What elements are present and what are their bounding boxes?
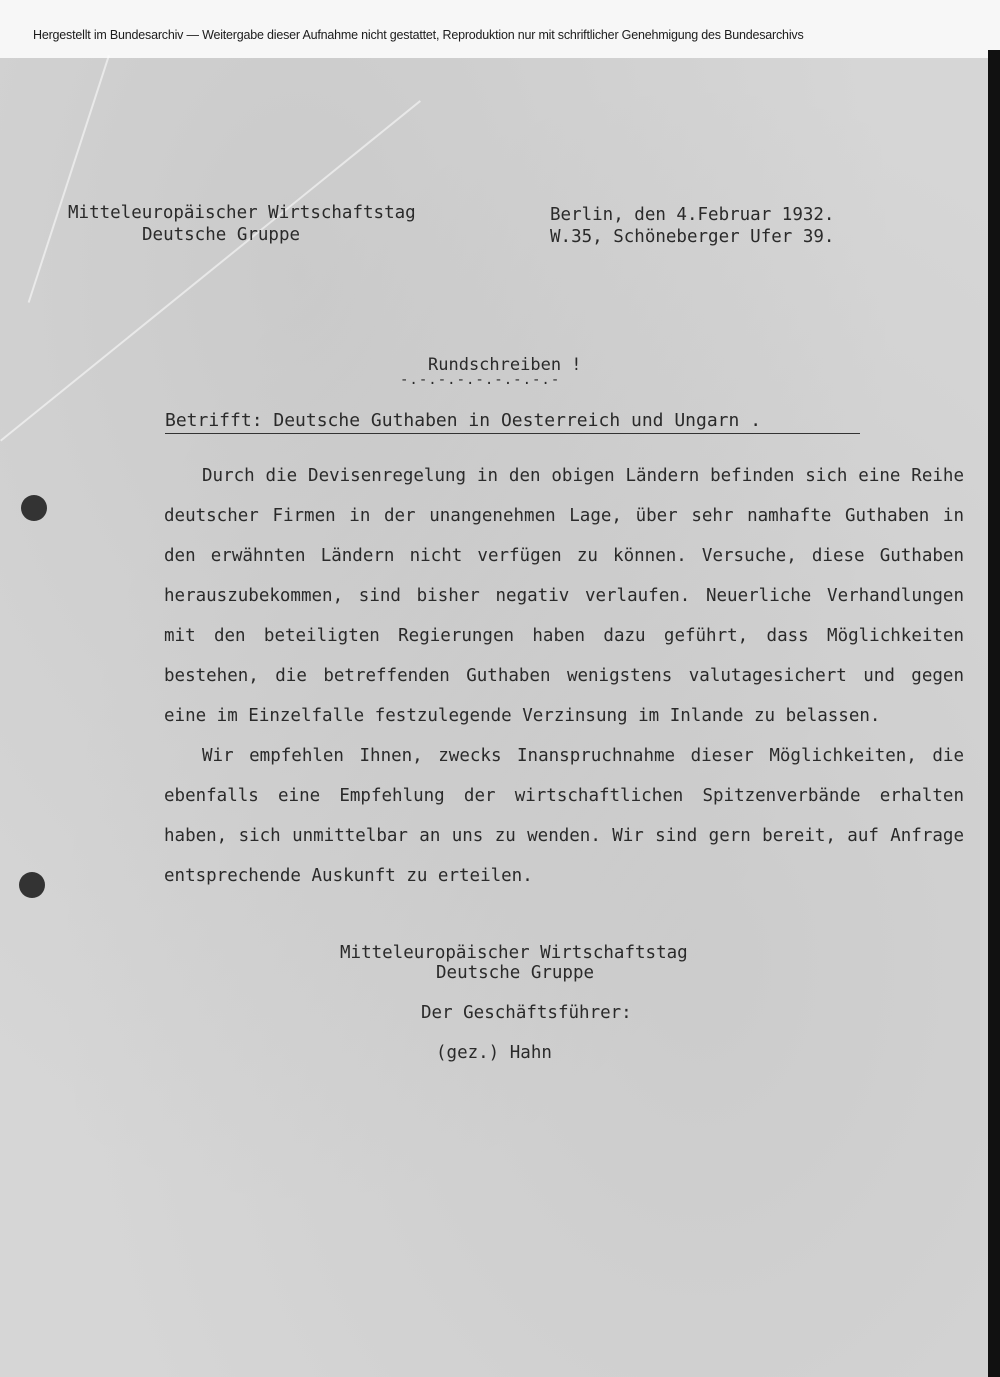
closing-org-name: Mitteleuropäischer Wirtschaftstag	[340, 943, 688, 963]
place-date-block	[550, 204, 834, 248]
address-line: W.35, Schöneberger Ufer 39.	[550, 227, 835, 247]
fold-line	[28, 55, 110, 303]
sender-block	[68, 202, 416, 246]
subject-line: Betrifft: Deutsche Guthaben in Oesterreich und Ungarn .	[165, 410, 860, 434]
punch-hole	[19, 872, 45, 898]
body-text	[164, 456, 964, 896]
archive-notice: Hergestellt im Bundesarchiv — Weitergabe dieser Aufnahme nicht gestattet, Reproduktion nur mit schriftlicher Genehmigung des Bundesarchivs	[33, 28, 804, 42]
closing-role: Der Geschäftsführer:	[421, 1003, 632, 1023]
signature: (gez.) Hahn	[436, 1043, 552, 1063]
punch-hole	[21, 495, 47, 521]
sender-name: Mitteleuropäischer Wirtschaftstag	[68, 203, 416, 223]
title-rule: -.-.-.-.-.-.-.-.-	[400, 372, 561, 388]
fold-line	[0, 100, 421, 441]
scan-edge	[988, 50, 1000, 1377]
paragraph: Durch die Devisenregelung in den obigen Ländern befinden sich eine Reihe deutscher Firmen in der unangenehmen Lage, über sehr namhafte Guthaben in den erwähnten Ländern nicht verfügen zu können. Versuche, diese Guthaben herauszubekommen, sind bisher negativ verlaufen. Neuerliche Verhandlungen mit den beteiligten Regierungen haben dazu geführt, dass Möglichkeiten bestehen, die betreffenden Guthaben wenigstens valutagesichert und gegen eine im Einzelfalle festzulegende Verzinsung im Inlande zu belassen.	[164, 466, 964, 726]
paragraph: Wir empfehlen Ihnen, zwecks Inanspruchnahme dieser Möglichkeiten, die ebenfalls eine Empfehlung der wirtschaftlichen Spitzenverbände erhalten haben, sich unmittelbar an uns zu wenden. Wir sind gern bereit, auf Anfrage entsprechende Auskunft zu erteilen.	[164, 746, 964, 886]
date-line: Berlin, den 4.Februar 1932.	[550, 205, 835, 225]
closing-org-group: Deutsche Gruppe	[436, 963, 595, 983]
sender-group: Deutsche Gruppe	[142, 225, 301, 245]
document-title: Rundschreiben !	[428, 355, 582, 375]
